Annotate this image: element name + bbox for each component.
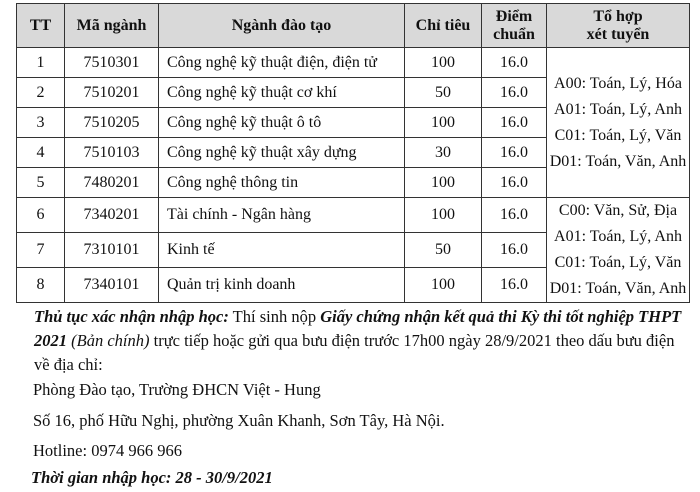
row-quota: 100	[405, 168, 482, 198]
row-score: 16.0	[482, 138, 547, 168]
original-note: (Bản chính)	[67, 331, 150, 350]
row-tt: 3	[17, 108, 65, 138]
row-major: Công nghệ thông tin	[159, 168, 405, 198]
row-tt: 8	[17, 268, 65, 303]
certificate-name: Giấy chứng nhận kết quả thi Kỳ thi tốt nghiệp THPT 2021	[34, 307, 682, 350]
row-major: Công nghệ kỹ thuật cơ khí	[159, 78, 405, 108]
procedure-text-1: Thí sinh nộp	[228, 307, 321, 326]
row-major: Quản trị kinh doanh	[159, 268, 405, 303]
combo-item: C01: Toán, Lý, Văn	[554, 126, 682, 144]
row-tt: 1	[17, 48, 65, 78]
combo-item: A01: Toán, Lý, Anh	[554, 100, 682, 118]
procedure-text-2: trực tiếp hoặc gửi qua bưu điện trước 17h00 ngày 28/9/2021 theo dấu bưu điện về địa chỉ:	[34, 331, 675, 374]
row-quota: 100	[405, 198, 482, 233]
row-major: Tài chính - Ngân hàng	[159, 198, 405, 233]
row-major: Công nghệ kỹ thuật ô tô	[159, 108, 405, 138]
row-score: 16.0	[482, 268, 547, 303]
header-quota: Chỉ tiêu	[405, 4, 482, 48]
table-row	[17, 48, 690, 78]
row-code: 7480201	[65, 168, 159, 198]
row-quota: 100	[405, 268, 482, 303]
combo-group-2	[547, 198, 690, 303]
combo-item: C00: Văn, Sử, Địa	[558, 202, 678, 219]
table-header-row	[17, 4, 690, 48]
combo-item: D01: Toán, Văn, Anh	[549, 280, 687, 297]
header-code: Mã ngành	[65, 4, 159, 48]
row-major: Công nghệ kỹ thuật điện, điện tử	[159, 48, 405, 78]
row-score: 16.0	[482, 108, 547, 138]
combo-item: C01: Toán, Lý, Văn	[554, 254, 682, 271]
row-code: 7510301	[65, 48, 159, 78]
header-score-line1: Điểm	[495, 7, 533, 25]
hotline: Hotline: 0974 966 966	[33, 441, 182, 460]
table-row	[17, 198, 690, 233]
procedure-paragraph	[34, 305, 688, 377]
row-tt: 4	[17, 138, 65, 168]
row-code: 7340101	[65, 268, 159, 303]
admission-table	[16, 3, 690, 303]
row-major: Kinh tế	[159, 233, 405, 268]
address-street: Số 16, phố Hữu Nghị, phường Xuân Khanh, Sơn Tây, Hà Nội.	[33, 411, 445, 430]
enrollment-time: Thời gian nhập học: 28 - 30/9/2021	[31, 468, 273, 487]
header-major: Ngành đào tạo	[159, 4, 405, 48]
row-code: 7510103	[65, 138, 159, 168]
row-score: 16.0	[482, 48, 547, 78]
row-code: 7510205	[65, 108, 159, 138]
header-score-line2: chuẩn	[493, 25, 535, 43]
row-tt: 5	[17, 168, 65, 198]
combo-item: A01: Toán, Lý, Anh	[554, 228, 682, 245]
row-score: 16.0	[482, 168, 547, 198]
header-combo	[547, 4, 690, 48]
row-tt: 2	[17, 78, 65, 108]
row-quota: 30	[405, 138, 482, 168]
combo-group-1	[547, 48, 690, 198]
header-combo-line2: xét tuyển	[586, 25, 650, 43]
row-quota: 100	[405, 48, 482, 78]
row-tt: 6	[17, 198, 65, 233]
row-quota: 50	[405, 78, 482, 108]
row-code: 7340201	[65, 198, 159, 233]
header-tt: TT	[17, 4, 65, 48]
header-score	[482, 4, 547, 48]
row-score: 16.0	[482, 198, 547, 233]
header-combo-line1: Tổ hợp	[593, 7, 643, 25]
row-tt: 7	[17, 233, 65, 268]
row-code: 7510201	[65, 78, 159, 108]
row-quota: 50	[405, 233, 482, 268]
row-score: 16.0	[482, 233, 547, 268]
row-quota: 100	[405, 108, 482, 138]
procedure-label: Thủ tục xác nhận nhập học:	[34, 307, 229, 326]
row-major: Công nghệ kỹ thuật xây dựng	[159, 138, 405, 168]
row-code: 7310101	[65, 233, 159, 268]
combo-item: A00: Toán, Lý, Hóa	[554, 74, 682, 92]
combo-item: D01: Toán, Văn, Anh	[549, 152, 687, 170]
row-score: 16.0	[482, 78, 547, 108]
address-office: Phòng Đào tạo, Trường ĐHCN Việt - Hung	[33, 380, 321, 399]
